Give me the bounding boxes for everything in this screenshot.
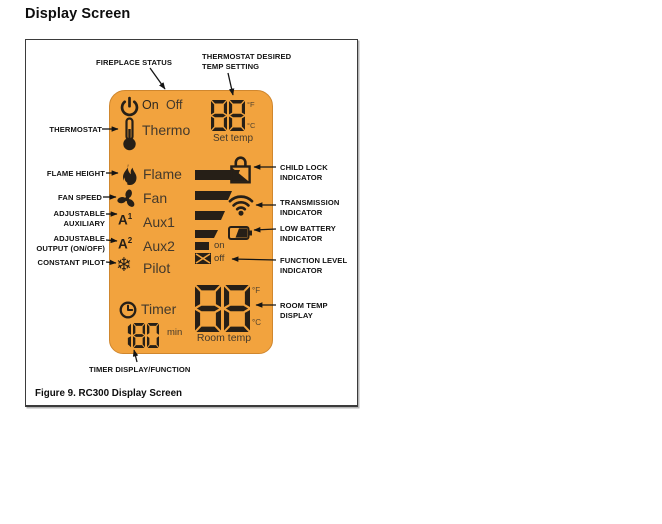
aux2-symbol-icon: $A^2$ [118, 236, 133, 252]
room-temp-unit-c: °C [252, 318, 261, 327]
aux1-symbol-icon: $A^1$ [118, 212, 133, 228]
thermometer-icon [121, 117, 138, 151]
room-temp-digits [195, 285, 250, 332]
callout-thermostat: THERMOSTAT [49, 125, 102, 134]
timer-unit-label: min [167, 327, 183, 338]
room-temp-unit-f: °F [252, 286, 261, 295]
fan-icon [117, 189, 137, 209]
thermo-label: Thermo [142, 122, 191, 138]
callout-fan-speed: FAN SPEED [58, 193, 102, 202]
set-temp-digits [211, 100, 245, 131]
low-battery-icon [228, 225, 252, 241]
callout-thermostat-desired: THERMOSTAT DESIRED TEMP SETTING [202, 52, 292, 71]
set-temp-unit-c: °C [247, 121, 256, 130]
flame-level-bar-4 [195, 191, 232, 200]
callout-constant-pilot: CONSTANT PILOT [37, 258, 105, 267]
callout-adjustable-output: ADJUSTABLE OUTPUT (ON/OFF) [36, 234, 105, 253]
child-lock-icon [230, 154, 251, 184]
off-small-label: off [214, 253, 225, 264]
fan-label: Fan [143, 190, 168, 206]
figure-caption: Figure 9. RC300 Display Screen [35, 388, 183, 399]
clock-icon [119, 301, 137, 319]
off-indicator-icon [195, 253, 211, 264]
flame-level-bar-3 [195, 211, 225, 220]
callout-flame-height: FLAME HEIGHT [46, 169, 105, 178]
callout-timer-display: TIMER DISPLAY/FUNCTION [89, 365, 191, 374]
room-temp-caption: Room temp [196, 332, 252, 344]
off-label: Off [166, 98, 183, 112]
callout-fireplace-status: FIREPLACE STATUS [96, 58, 172, 67]
callout-child-lock: CHILD LOCK INDICATOR [280, 163, 328, 182]
callout-transmission: TRANSMISSION INDICATOR [280, 198, 340, 217]
power-icon [119, 96, 140, 119]
flame-level-bar-2 [195, 230, 218, 238]
aux2-label: Aux2 [143, 238, 175, 254]
on-label: On [142, 98, 159, 112]
set-temp-caption: Set temp [212, 133, 254, 144]
transmission-icon [228, 191, 254, 216]
pilot-label: Pilot [143, 260, 171, 276]
timer-digits [127, 323, 159, 348]
callout-adjustable-auxiliary: ADJUSTABLE AUXILIARY [53, 209, 105, 228]
on-indicator [195, 242, 209, 250]
callout-room-temp: ROOM TEMP DISPLAY [280, 301, 328, 320]
callout-function-level: FUNCTION LEVEL INDICATOR [280, 256, 348, 275]
page-title: Display Screen [25, 6, 131, 22]
flame-label: Flame [143, 166, 182, 182]
flame-icon [120, 164, 138, 186]
snowflake-icon: ❄ [116, 254, 132, 276]
figure-box [25, 39, 358, 407]
callout-low-battery: LOW BATTERY INDICATOR [280, 224, 336, 243]
on-small-label: on [214, 240, 225, 251]
display-screen [109, 90, 273, 354]
aux1-label: Aux1 [143, 214, 175, 230]
timer-label: Timer [141, 301, 177, 317]
set-temp-unit-f: °F [247, 100, 255, 109]
